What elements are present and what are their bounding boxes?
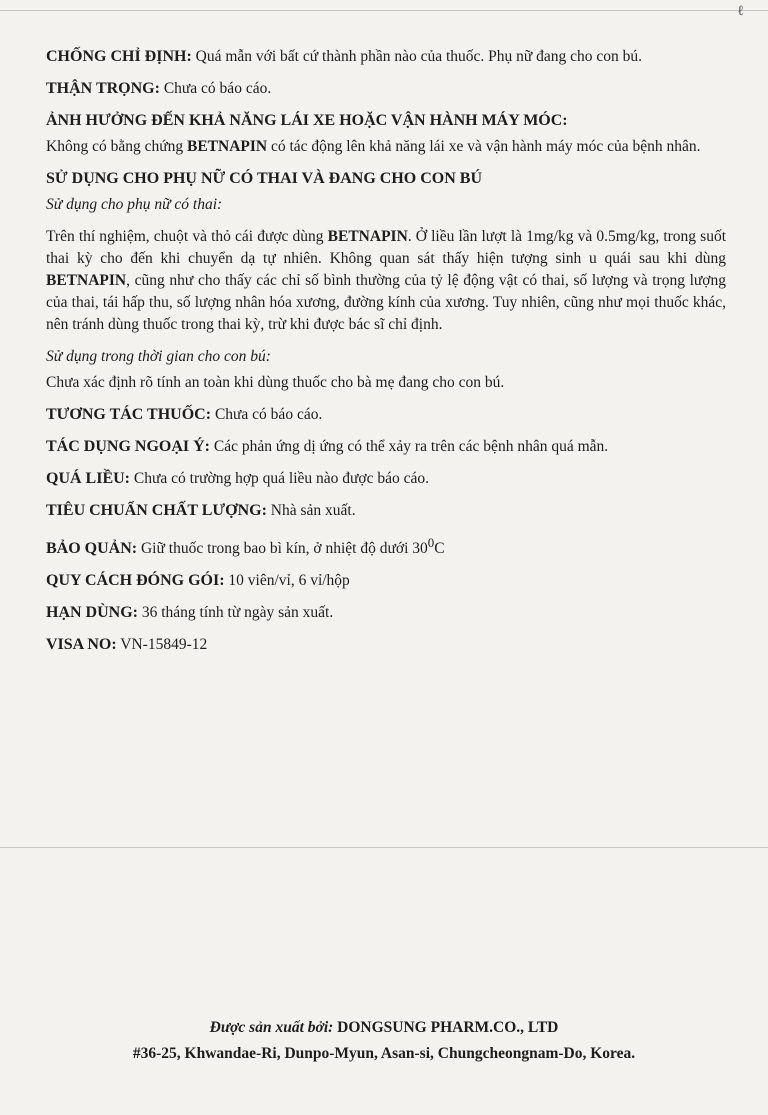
interactions: TƯƠNG TÁC THUỐC: Chưa có báo cáo. xyxy=(46,406,323,423)
corner-mark: ℓ xyxy=(737,4,744,19)
storage: BẢO QUẢN: Giữ thuốc trong bao bì kín, ở nhiệt độ dưới $30^0C$ xyxy=(46,535,445,558)
lactation-subheading: Sử dụng trong thời gian cho con bú: xyxy=(46,348,271,365)
leaflet-body xyxy=(46,46,726,666)
pregnancy-subheading: Sử dụng cho phụ nữ có thai: xyxy=(46,196,223,213)
packaging: QUY CÁCH ĐÓNG GÓI: 10 viên/vỉ, 6 vỉ/hộp xyxy=(46,572,350,590)
pregnancy-heading: SỬ DỤNG CHO PHỤ NỮ CÓ THAI VÀ ĐANG CHO CON BÚ xyxy=(46,170,483,187)
driving-text: Không có bằng chứng BETNAPIN có tác động lên khả năng lái xe và vận hành máy móc của bệnh nhân. xyxy=(46,138,701,155)
pregnancy-text: Trên thí nghiệm, chuột và thỏ cái được dùng BETNAPIN. Ở liều lần lượt là 1mg/kg và 0.5mg/kg, trong suốt thai kỳ cho đến khi chuyển dạ tự nhiên. Không quan sát thấy hiện tượng sinh u quái sau khi dùng BETNAPIN, cũng như cho thấy các chỉ số bình thường của tỷ lệ động vật có thai, số lượng và trọng lượng của thai, tái hấp thu, số lượng nhân hóa xương, đường kính của xương. Tuy nhiên, cũng như mọi thuốc khác, nên tránh dùng thuốc trong thai kỳ, trừ khi được bác sĩ chỉ định. xyxy=(46,228,727,333)
manufacturer-line: Được sản xuất bởi: DONGSUNG PHARM.CO., LTD xyxy=(209,1019,559,1036)
quality-standard: TIÊU CHUẨN CHẤT LƯỢNG: Nhà sản xuất. xyxy=(46,502,356,519)
side-effects: TÁC DỤNG NGOẠI Ý: Các phản ứng dị ứng có thể xảy ra trên các bệnh nhân quá mẫn. xyxy=(46,438,609,455)
fold-line xyxy=(0,847,768,848)
fold-line xyxy=(0,10,768,11)
visa-number: VISA NO: VN-15849-12 xyxy=(46,636,208,654)
shelf-life: HẠN DÙNG: 36 tháng tính từ ngày sản xuất. xyxy=(46,604,334,622)
precautions: THẬN TRỌNG: Chưa có báo cáo. xyxy=(46,80,272,97)
lactation-text: Chưa xác định rõ tính an toàn khi dùng thuốc cho bà mẹ đang cho con bú. xyxy=(46,374,505,391)
contraindications: CHỐNG CHỈ ĐỊNH: Quá mẫn với bất cứ thành phần nào của thuốc. Phụ nữ đang cho con bú. xyxy=(46,48,643,65)
overdose: QUÁ LIỀU: Chưa có trường hợp quá liều nào được báo cáo. xyxy=(46,470,430,487)
driving-heading: ẢNH HƯỞNG ĐẾN KHẢ NĂNG LÁI XE HOẶC VẬN HÀNH MÁY MÓC: xyxy=(46,112,568,129)
manufacturer-address: #36-25, Khwandae-Ri, Dunpo-Myun, Asan-si, Chungcheongnam-Do, Korea. xyxy=(132,1045,636,1062)
